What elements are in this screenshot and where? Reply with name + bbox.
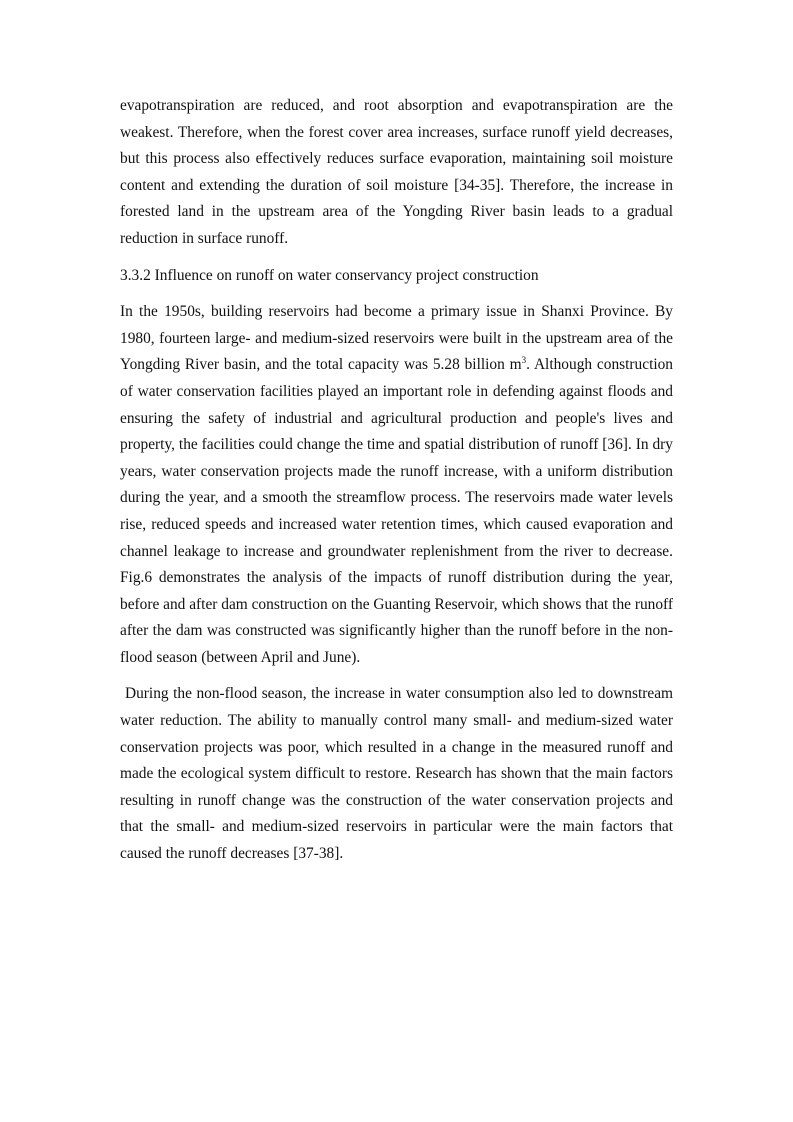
document-page: [120, 93, 673, 868]
section-heading: 3.3.2 Influence on runoff on water conservancy project construction: [120, 266, 539, 284]
body-paragraph-forest-cover: evapotranspiration are reduced, and root absorption and evapotranspiration are the weakest. Therefore, when the forest cover area increases, surface runoff yield decreases, but this process also effectively reduces surface evaporation, maintaining soil moisture content and extending the duration of soil moisture [34-35]. Therefore, the increase in forested land in the upstream area of the Yongding River basin leads to a gradual reduction in surface runoff.: [120, 97, 673, 247]
body-paragraph-non-flood-season: During the non-flood season, the increase in water consumption also led to downstream water reduction. The ability to manually control many small- and medium-sized water conservation projects was poor, which resulted in a change in the measured runoff and made the ecological system difficult to restore. Research has shown that the main factors resulting in runoff change was the construction of the water conservation projects and that the small- and medium-sized reservoirs in particular were the main factors that caused the runoff decreases [37-38].: [120, 685, 673, 863]
reservoirs-text-part-2: . Although construction of water conservation facilities played an important role in defending against floods and ensuring the safety of industrial and agricultural production and people's lives and property, the facilities could change the time and spatial distribution of runoff [36]. In dry years, water conservation projects made the runoff increase, with a uniform distribution during the year, and a smooth the streamflow process. The reservoirs made water levels rise, reduced speeds and increased water retention times, which caused evaporation and channel leakage to increase and groundwater replenishment from the river to decrease. Fig.6 demonstrates the analysis of the impacts of runoff distribution during the year, before and after dam construction on the Guanting Reservoir, which shows that the runoff after the dam was constructed was significantly higher than the runoff before in the non-flood season (between April and June).: [120, 356, 674, 666]
body-paragraph-reservoirs: [120, 299, 673, 671]
unit-exponent: 3: [521, 355, 527, 366]
reservoirs-text-part-1: In the 1950s, building reservoirs had become a primary issue in Shanxi Province. By 1980, fourteen large- and medium-sized reservoirs were built in the upstream area of the Yongding River basin, and the total capacity was 5.28 billion m: [120, 303, 673, 374]
